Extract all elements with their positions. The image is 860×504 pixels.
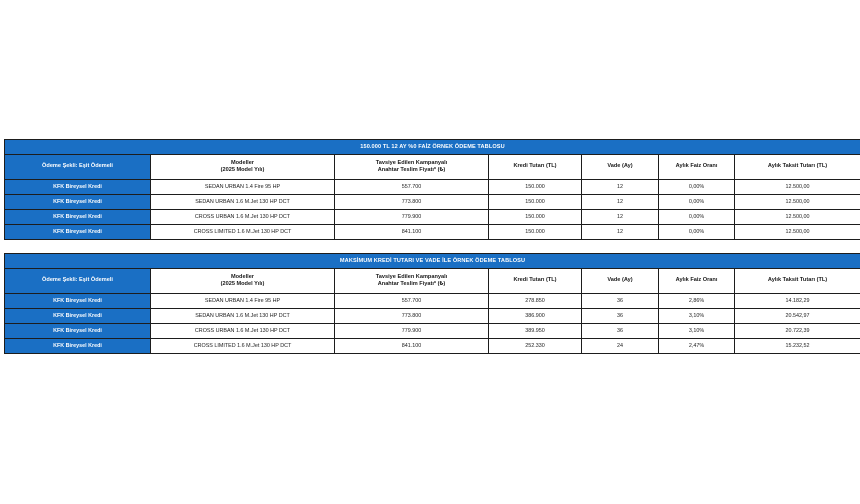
header-models	[151, 155, 335, 180]
cell-installment: 20.542,97	[735, 309, 860, 324]
cell-model: SEDAN URBAN 1.4 Fire 95 HP	[151, 180, 335, 195]
header-term: Vade (Ay)	[582, 155, 659, 180]
cell-model: CROSS URBAN 1.6 M.Jet 130 HP DCT	[151, 324, 335, 339]
cell-term: 12	[582, 195, 659, 210]
cell-model: CROSS LIMITED 1.6 M.Jet 130 HP DCT	[151, 339, 335, 354]
cell-rate: 0,00%	[659, 210, 735, 225]
cell-type: KFK Bireysel Kredi	[5, 180, 151, 195]
cell-price: 773.800	[335, 309, 489, 324]
cell-rate: 0,00%	[659, 180, 735, 195]
cell-rate: 2,47%	[659, 339, 735, 354]
header-models-line1: Modeller	[230, 273, 254, 280]
payment-table-1	[4, 139, 860, 240]
header-price-line1: Tavsiye Edilen Kampanyalı	[375, 159, 448, 166]
cell-model: CROSS LIMITED 1.6 M.Jet 130 HP DCT	[151, 225, 335, 240]
header-installment: Aylık Taksit Tutarı (TL)	[735, 269, 860, 294]
header-price-line2: Anahtar Teslim Fiyatı* (₺)	[377, 167, 446, 173]
table-title: 150.000 TL 12 AY %0 FAİZ ÖRNEK ÖDEME TABLOSU	[5, 140, 860, 155]
cell-installment: 20.722,39	[735, 324, 860, 339]
cell-type: KFK Bireysel Kredi	[5, 195, 151, 210]
cell-type: KFK Bireysel Kredi	[5, 339, 151, 354]
table-row	[5, 309, 860, 324]
cell-rate: 0,00%	[659, 225, 735, 240]
table-row	[5, 339, 860, 354]
table-row	[5, 294, 860, 309]
cell-model: CROSS URBAN 1.6 M.Jet 130 HP DCT	[151, 210, 335, 225]
cell-type: KFK Bireysel Kredi	[5, 309, 151, 324]
cell-installment: 15.232,52	[735, 339, 860, 354]
table-row	[5, 225, 860, 240]
header-models-line2: (2025 Model Yılı)	[220, 167, 265, 173]
cell-type: KFK Bireysel Kredi	[5, 324, 151, 339]
cell-price: 779.900	[335, 324, 489, 339]
cell-credit: 150.000	[489, 210, 582, 225]
cell-type: KFK Bireysel Kredi	[5, 294, 151, 309]
cell-rate: 3,10%	[659, 309, 735, 324]
header-price-line2: Anahtar Teslim Fiyatı* (₺)	[377, 281, 446, 287]
header-models-line1: Modeller	[230, 159, 254, 166]
table-row	[5, 195, 860, 210]
header-credit: Kredi Tutarı (TL)	[489, 155, 582, 180]
header-rate: Aylık Faiz Oranı	[659, 155, 735, 180]
payment-table-2	[4, 253, 860, 354]
cell-term: 36	[582, 294, 659, 309]
cell-credit: 150.000	[489, 225, 582, 240]
header-price-line1: Tavsiye Edilen Kampanyalı	[375, 273, 448, 280]
cell-credit: 150.000	[489, 180, 582, 195]
table-title: MAKSİMUM KREDİ TUTARI VE VADE İLE ÖRNEK ÖDEME TABLOSU	[5, 254, 860, 269]
header-price	[335, 155, 489, 180]
header-price	[335, 269, 489, 294]
cell-model: SEDAN URBAN 1.6 M.Jet 130 HP DCT	[151, 309, 335, 324]
cell-type: KFK Bireysel Kredi	[5, 225, 151, 240]
cell-term: 24	[582, 339, 659, 354]
cell-credit: 389.950	[489, 324, 582, 339]
cell-installment: 14.182,29	[735, 294, 860, 309]
cell-price: 557.700	[335, 180, 489, 195]
cell-price: 557.700	[335, 294, 489, 309]
cell-price: 841.100	[335, 339, 489, 354]
cell-price: 841.100	[335, 225, 489, 240]
header-credit: Kredi Tutarı (TL)	[489, 269, 582, 294]
cell-rate: 0,00%	[659, 195, 735, 210]
table-row	[5, 180, 860, 195]
header-term: Vade (Ay)	[582, 269, 659, 294]
table-row	[5, 324, 860, 339]
cell-rate: 2,86%	[659, 294, 735, 309]
header-payment: Ödeme Şekli: Eşit Ödemeli	[5, 155, 151, 180]
cell-installment: 12.500,00	[735, 210, 860, 225]
cell-rate: 3,10%	[659, 324, 735, 339]
cell-installment: 12.500,00	[735, 195, 860, 210]
cell-credit: 150.000	[489, 195, 582, 210]
cell-credit: 278.850	[489, 294, 582, 309]
cell-installment: 12.500,00	[735, 225, 860, 240]
cell-model: SEDAN URBAN 1.6 M.Jet 130 HP DCT	[151, 195, 335, 210]
header-models	[151, 269, 335, 294]
cell-installment: 12.500,00	[735, 180, 860, 195]
cell-term: 12	[582, 180, 659, 195]
cell-term: 36	[582, 324, 659, 339]
cell-credit: 252.330	[489, 339, 582, 354]
cell-credit: 386.900	[489, 309, 582, 324]
cell-model: SEDAN URBAN 1.4 Fire 95 HP	[151, 294, 335, 309]
cell-term: 36	[582, 309, 659, 324]
header-rate: Aylık Faiz Oranı	[659, 269, 735, 294]
cell-term: 12	[582, 225, 659, 240]
header-models-line2: (2025 Model Yılı)	[220, 281, 265, 287]
header-payment: Ödeme Şekli: Eşit Ödemeli	[5, 269, 151, 294]
cell-type: KFK Bireysel Kredi	[5, 210, 151, 225]
table-row	[5, 210, 860, 225]
cell-price: 773.800	[335, 195, 489, 210]
cell-price: 779.900	[335, 210, 489, 225]
header-installment: Aylık Taksit Tutarı (TL)	[735, 155, 860, 180]
cell-term: 12	[582, 210, 659, 225]
